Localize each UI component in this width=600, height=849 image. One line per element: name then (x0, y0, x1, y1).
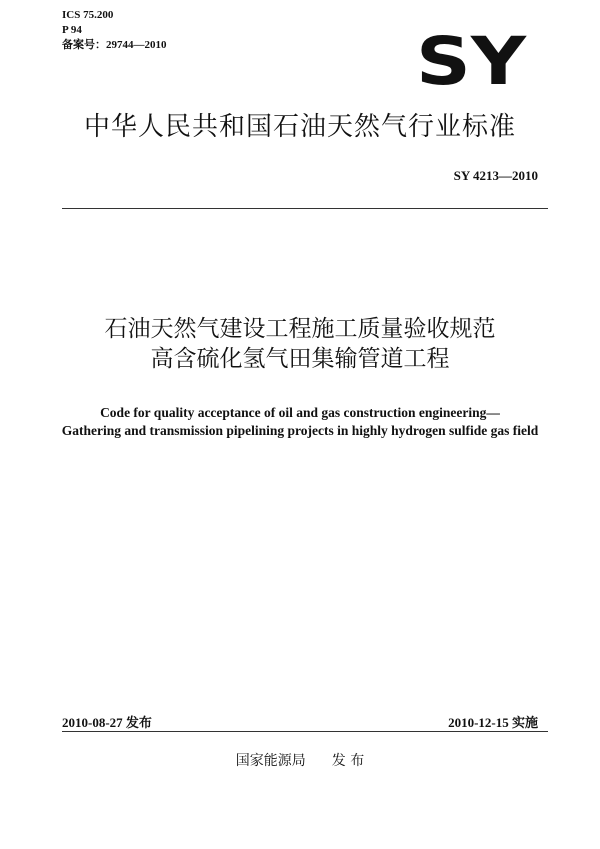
publisher-name: 国家能源局 (235, 753, 306, 769)
implementation-date: 2010-12-15 实施 (448, 715, 538, 730)
issuer-title: 中华人民共和国石油天然气行业标准 (83, 112, 516, 142)
bottom-divider (62, 731, 548, 732)
english-title (0, 404, 600, 440)
publisher-line (0, 750, 600, 770)
class-code: P 94 (62, 24, 82, 36)
chinese-title (0, 314, 600, 374)
sy-logo-text: SY (416, 26, 527, 96)
chinese-title-line-2: 高含硫化氢气田集输管道工程 (150, 346, 450, 372)
sy-logo (415, 26, 527, 96)
issue-date: 2010-08-27 发布 (62, 715, 152, 730)
english-title-line-1: Code for quality acceptance of oil and gas construction engineering— (100, 405, 500, 420)
chinese-title-line-1: 石油天然气建设工程施工质量验收规范 (104, 316, 496, 342)
publish-word: 发 布 (331, 753, 365, 769)
standard-number: SY 4213—2010 (453, 168, 538, 183)
ics-code: ICS 75.200 (62, 9, 114, 21)
top-divider (62, 208, 548, 209)
filing-number: 备案号：29744—2010 (62, 39, 167, 51)
english-title-line-2: Gathering and transmission pipelining projects in highly hydrogen sulfide gas field (61, 423, 539, 438)
classification-block (62, 8, 167, 53)
